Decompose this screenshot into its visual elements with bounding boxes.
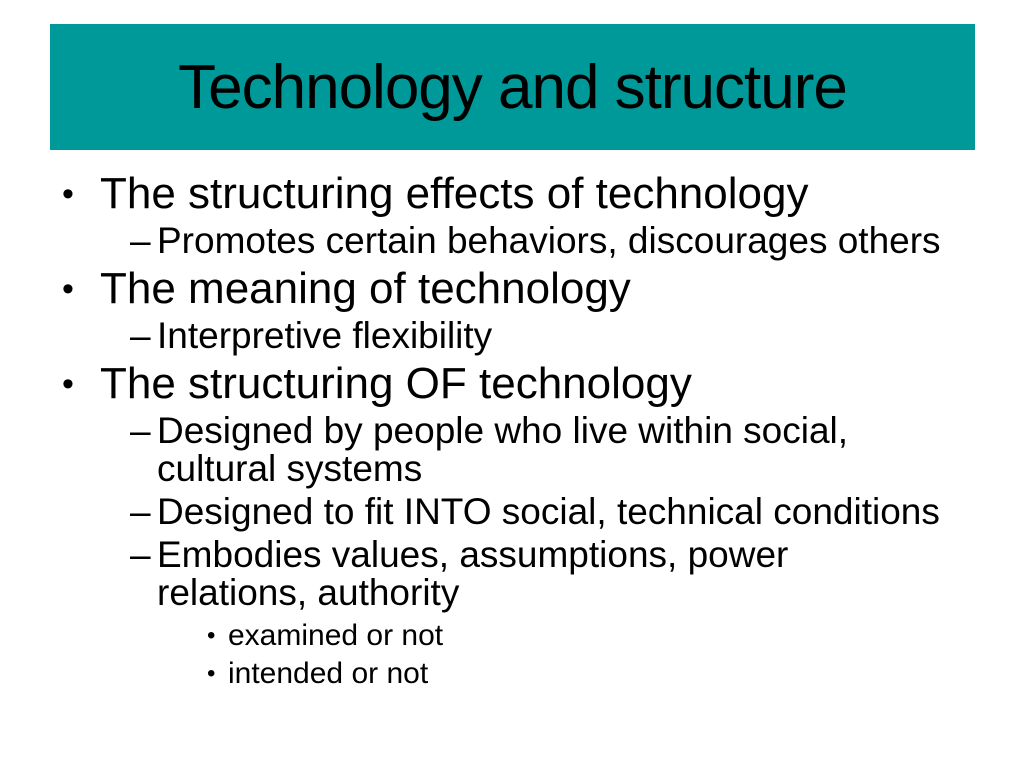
slide-title: Technology and structure <box>178 52 847 122</box>
bullet-text: Embodies values, assumptions, power relations, authority <box>157 534 789 613</box>
bullet-text: examined or not <box>228 619 444 652</box>
bullet-item <box>62 617 947 654</box>
bullet-text: The structuring effects of technology <box>100 169 809 218</box>
bullet-text: intended or not <box>228 657 429 690</box>
bullet-text: Interpretive flexibility <box>157 315 493 356</box>
bullet-text: The structuring OF technology <box>100 359 692 408</box>
bullet-item <box>62 360 947 408</box>
bullet-text: The meaning of technology <box>100 264 631 313</box>
bullet-item <box>62 317 947 355</box>
slide-body <box>62 170 947 693</box>
bullet-item <box>62 222 947 260</box>
bullet-marker-icon: • <box>62 175 74 213</box>
bullet-item <box>62 493 947 531</box>
bullet-marker-icon: • <box>207 622 216 649</box>
bullet-marker-icon: • <box>62 365 74 403</box>
bullet-item <box>62 265 947 313</box>
bullet-item <box>62 170 947 218</box>
bullet-marker-icon: • <box>207 660 216 687</box>
bullet-marker-icon: – <box>130 410 151 451</box>
bullet-item <box>62 412 947 488</box>
bullet-marker-icon: – <box>130 491 151 532</box>
bullet-marker-icon: – <box>130 534 151 575</box>
bullet-marker-icon: – <box>130 220 151 261</box>
bullet-marker-icon: • <box>62 270 74 308</box>
bullet-item <box>62 655 947 692</box>
bullet-text: Promotes certain behaviors, discourages others <box>157 220 941 261</box>
bullet-text: Designed to fit INTO social, technical conditions <box>157 491 940 532</box>
bullet-marker-icon: – <box>130 315 151 356</box>
bullet-item <box>62 536 947 612</box>
bullet-text: Designed by people who live within social, cultural systems <box>157 410 849 489</box>
slide-title-bar <box>50 24 975 150</box>
